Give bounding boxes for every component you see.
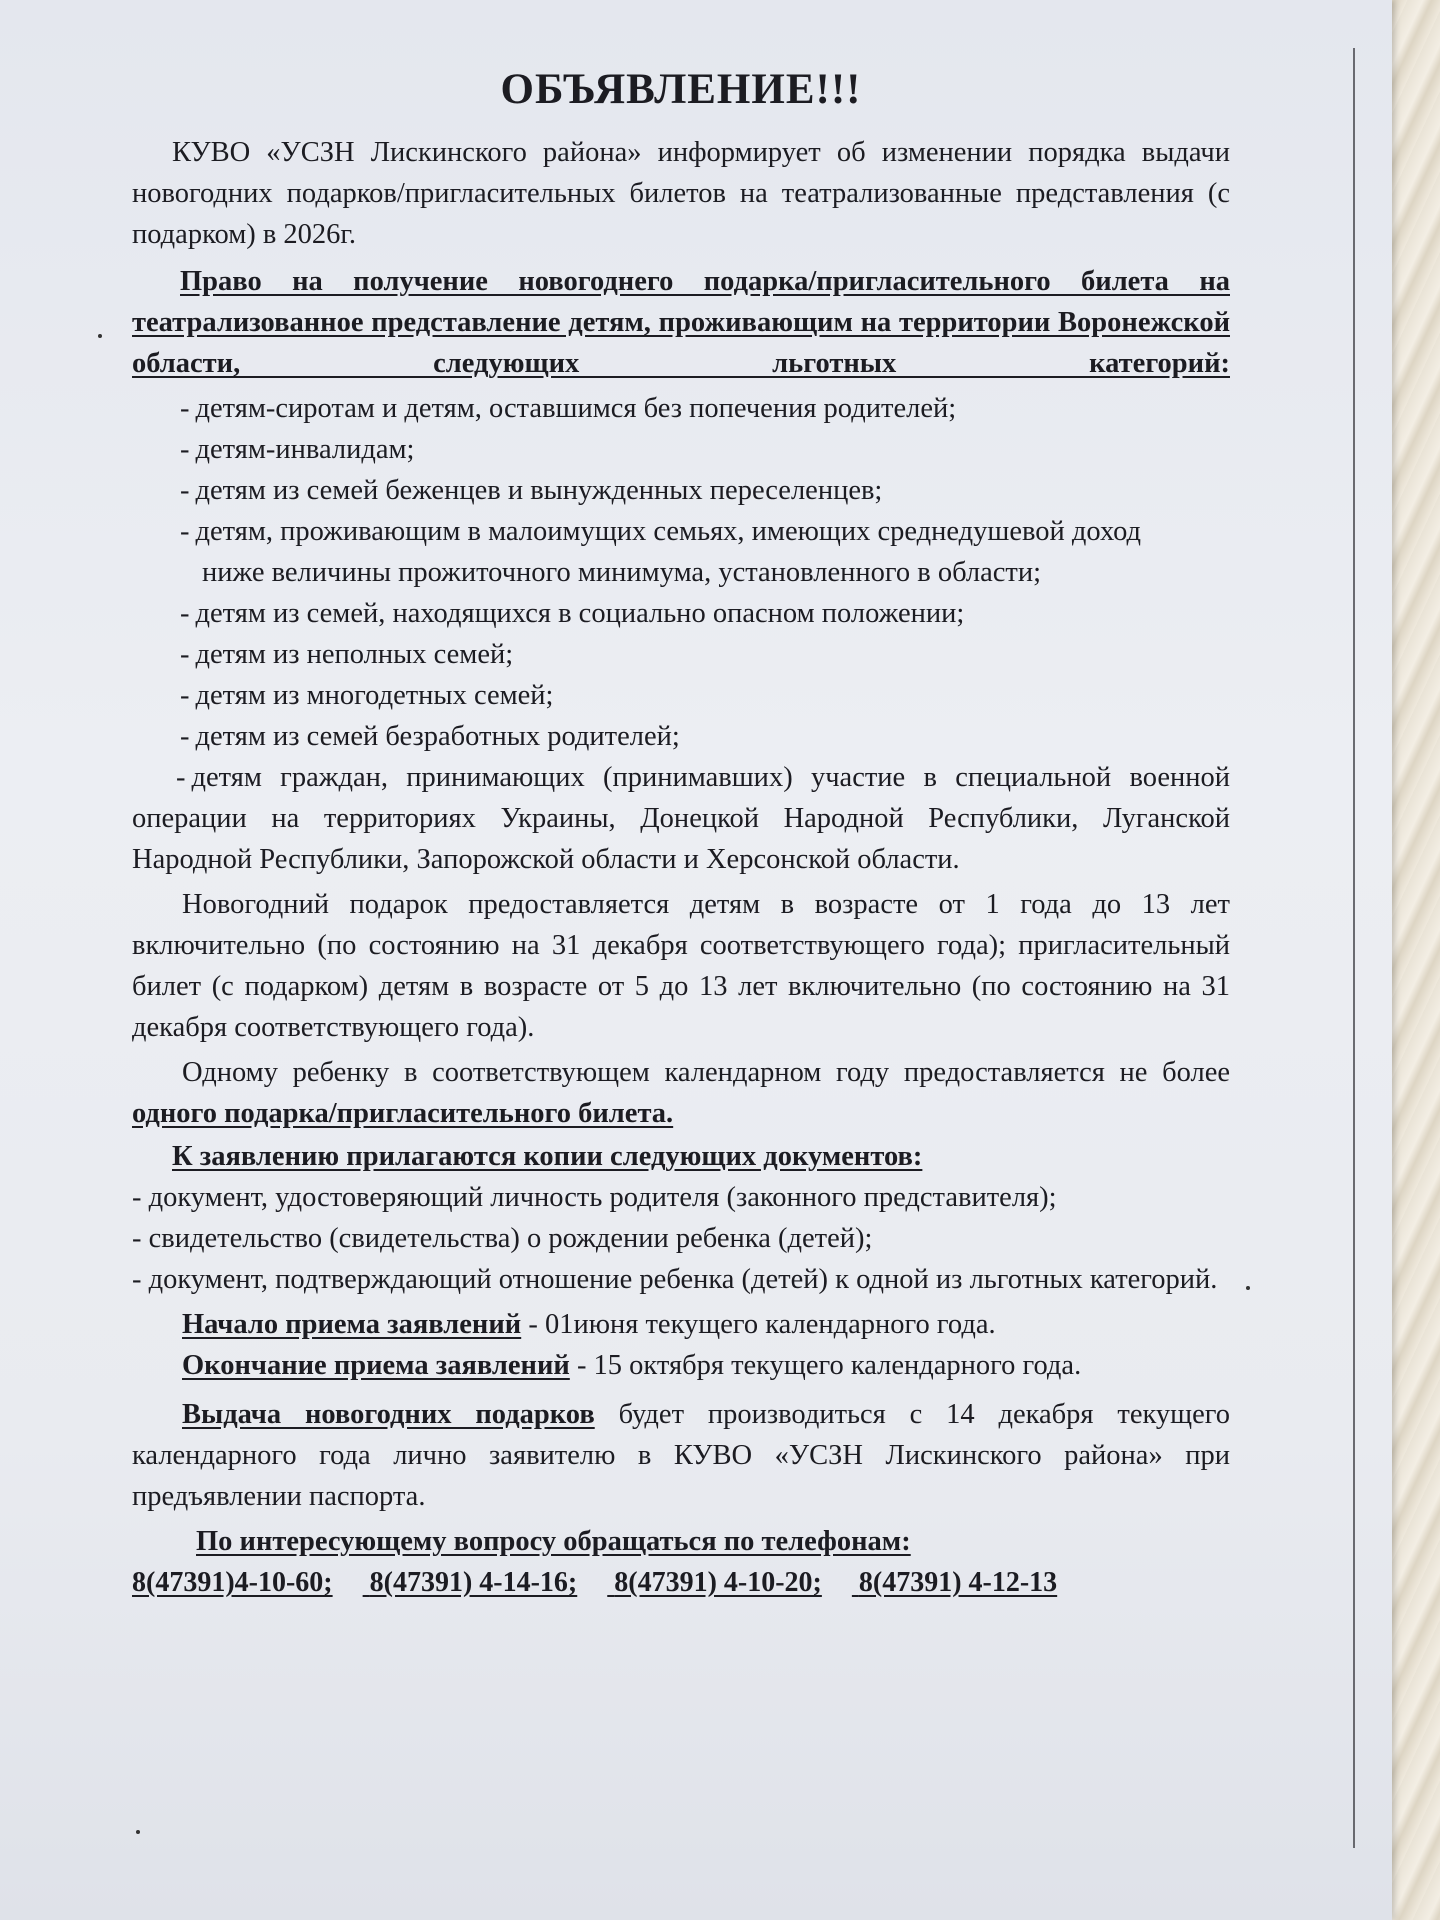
end-value: - 15 октября текущего календарного года. [576,1350,1082,1381]
limit-text: Одному ребенку в соответствующем календарном году предоставляется не более [182,1057,1230,1088]
announcement-content [132,62,1230,1603]
start-line [132,1304,1230,1345]
limit-bold: одного подарка/пригласительного билета. [132,1098,674,1129]
documents-heading: К заявлению прилагаются копии следующих документов: [172,1141,923,1172]
category-item: - детям из многодетных семей; [180,680,554,711]
issue-label: Выдача новогодних подарков [182,1399,595,1430]
category-item: - детям из семей безработных родителей; [180,721,680,752]
phone-number: 8(47391) 4-12-13 [858,1567,1058,1598]
issue-line [132,1394,1230,1517]
paper-speck [136,1830,140,1834]
limit-paragraph [132,1052,1230,1134]
issue-value: будет производиться с 14 декабря текущего календарного года лично заявителю в КУВО «УСЗН Лискинского района» при предъявлении паспорта. [132,1399,1230,1512]
start-label: Начало приема заявлений [182,1309,522,1340]
age-paragraph: Новогодний подарок предоставляется детям в возрасте от 1 года до 13 лет включительно (по состоянию на 31 декабря соответствующего года); пригласительный билет (с подарком) детям в возрасте от 5 до 13 лет включительно (по состоянию на 31 декабря соответствующего года). [132,889,1230,1043]
document-item: - документ, удостоверяющий личность родителя (законного представителя); [132,1182,1057,1213]
intro-paragraph: КУВО «УСЗН Лискинского района» информирует об изменении порядка выдачи новогодних подарков/пригласительных билетов на театрализованные представления (с подарком) в 2026г. [132,137,1230,250]
category-item: - детям, проживающим в малоимущих семьях, имеющих среднедушевой доход ниже величины прожиточного минимума, установленного в области; [180,516,1142,588]
paper-speck [98,334,102,338]
sheet-fold-edge [1353,48,1355,1848]
category-item: - детям из семей, находящихся в социально опасном положении; [180,598,965,629]
category-item: - детям из неполных семей; [180,639,514,670]
phones-line [132,1562,1230,1603]
phones-heading: По интересующему вопросу обращаться по телефонам: [196,1526,911,1557]
paper-speck [1246,1286,1250,1290]
announcement-title: ОБЪЯВЛЕНИЕ!!! [500,66,862,113]
document-item: - документ, подтверждающий отношение ребенка (детей) к одной из льготных категорий. [132,1264,1218,1295]
phone-number: 8(47391) 4-14-16; [369,1567,578,1598]
category-svo: - детям граждан, принимающих (принимавших) участие в специальной военной операции на территориях Украины, Донецкой Народной Республики, Луганской Народной Республики, Запорожской области и Херсонской области. [132,762,1230,875]
phone-number: 8(47391)4-10-60; [132,1567,333,1598]
document-item: - свидетельство (свидетельства) о рождении ребенка (детей); [132,1223,873,1254]
rights-heading: Право на получение новогоднего подарка/пригласительного билета на театрализованное представление детям, проживающим на территории Воронежской области, следующих льготных категорий: [132,266,1230,379]
end-line [132,1345,1230,1386]
categories-list [132,388,1230,757]
end-label: Окончание приема заявлений [182,1350,570,1381]
start-value: - 01июня текущего календарного года. [528,1309,996,1340]
category-item: - детям-инвалидам; [180,434,415,465]
category-item: - детям-сиротам и детям, оставшимся без попечения родителей; [180,393,957,424]
phone-number: 8(47391) 4-10-20; [614,1567,822,1598]
category-item: - детям из семей беженцев и вынужденных переселенцев; [180,475,883,506]
